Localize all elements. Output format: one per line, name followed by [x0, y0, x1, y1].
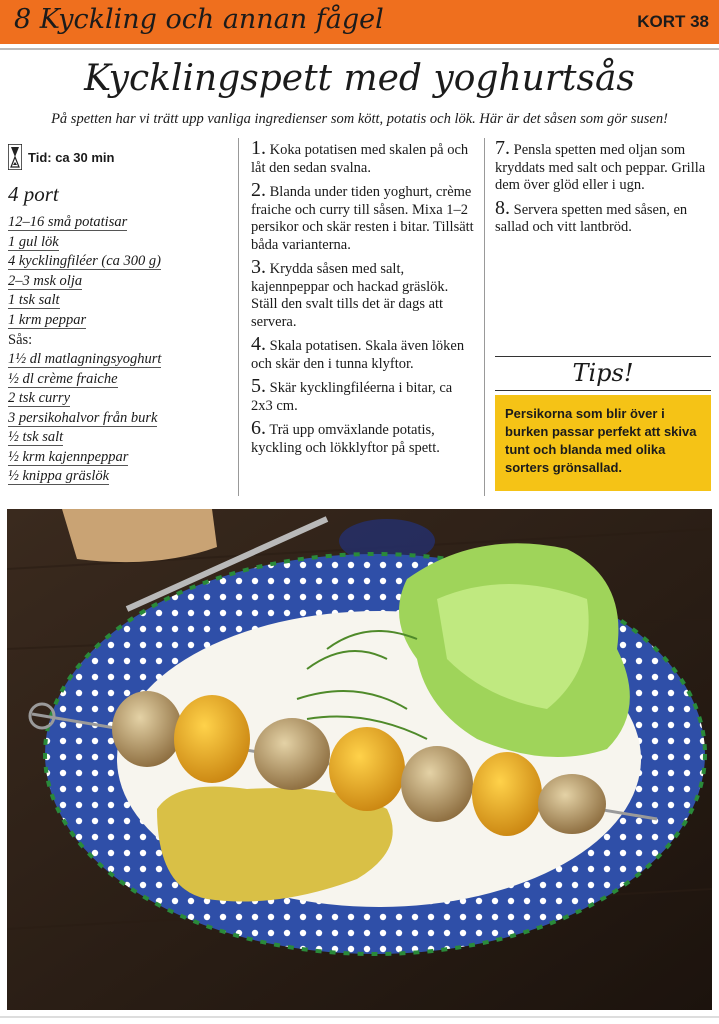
recipe-step	[495, 137, 715, 195]
ingredient-item	[8, 272, 230, 292]
servings: 4 port	[8, 182, 59, 206]
column-divider	[484, 138, 485, 496]
step-number: 1.	[251, 137, 266, 159]
ingredients-column	[8, 142, 230, 487]
step-text: Skär kycklingfiléerna i bitar, ca 2x3 cm.	[251, 380, 453, 414]
ingredient-item	[8, 370, 230, 390]
ingredient-item	[8, 448, 230, 468]
column-divider	[238, 138, 239, 496]
ingredient-text: 1 gul lök	[8, 233, 59, 250]
recipe-step	[251, 333, 476, 373]
step-number: 6.	[251, 417, 266, 439]
potato	[329, 727, 405, 811]
chicken-piece	[254, 718, 330, 790]
ingredient-item	[8, 311, 230, 331]
recipe-step	[251, 179, 476, 254]
chapter-header	[0, 0, 719, 44]
chapter-title: 8 Kyckling och annan fågel	[14, 4, 384, 35]
potato	[472, 752, 542, 836]
card-number: KORT 38	[637, 12, 709, 31]
recipe-intro: På spetten har vi trätt upp vanliga ingredienser som kött, potatis och lök. Här är det såsen som gör susen!	[51, 111, 668, 127]
steps-column-2	[495, 137, 715, 242]
footer-divider	[0, 1016, 719, 1018]
chicken-piece	[538, 774, 606, 834]
recipe-step	[251, 375, 476, 415]
step-text: Servera spetten med såsen, en sallad och vitt lantbröd.	[495, 201, 688, 235]
sauce-ingredient-list	[8, 350, 230, 487]
steps-column-1	[251, 137, 476, 462]
ingredient-item	[8, 213, 230, 233]
hourglass-icon	[8, 144, 22, 170]
tips-heading: Tips!	[495, 356, 711, 391]
step-text: Skala potatisen. Skala även löken och skär den i tunna klyftor.	[251, 338, 465, 372]
ingredient-text: 1 krm peppar	[8, 311, 87, 328]
step-text: Krydda såsen med salt, kajennpeppar och hackad gräslök. Ställ den svalt tills det är dags att servera.	[251, 261, 449, 330]
recipe-step	[251, 417, 476, 457]
step-number: 4.	[251, 333, 266, 355]
sauce-label: Sås:	[8, 332, 33, 348]
step-number: 8.	[495, 196, 510, 219]
step-text: Trä upp omväxlande potatis, kyckling och lökklyftor på spett.	[251, 422, 440, 456]
ingredient-text: 4 kycklingfiléer (ca 300 g)	[8, 253, 161, 269]
ingredient-text: 1 tsk salt	[8, 292, 60, 308]
ingredient-text: ½ knippa gräslök	[8, 468, 110, 484]
ingredient-item	[8, 389, 230, 409]
step-number: 5.	[251, 375, 266, 397]
header-divider	[0, 48, 719, 50]
ingredient-text: 2 tsk curry	[8, 390, 71, 406]
ingredient-text: ½ krm kajennpeppar	[8, 448, 129, 465]
step-number: 7.	[495, 137, 510, 159]
recipe-step	[495, 196, 715, 237]
ingredient-text: 12–16 små potatisar	[8, 214, 128, 230]
recipe-title: Kycklingspett med yoghurtsås	[84, 58, 635, 99]
recipe-step	[251, 256, 476, 331]
ingredient-text: 2–3 msk olja	[8, 272, 83, 289]
ingredient-item	[8, 233, 230, 253]
cooking-time: Tid: ca 30 min	[28, 149, 115, 165]
ingredient-item	[8, 428, 230, 448]
potato	[174, 695, 250, 783]
chicken-piece	[401, 746, 473, 822]
step-text: Blanda under tiden yoghurt, crème fraiche och curry till såsen. Mixa 1–2 persikor och skär resten i bitar. Tillsätt båda varianterna.	[251, 184, 474, 253]
chicken-piece	[112, 691, 182, 767]
ingredient-text: ½ dl crème fraiche	[8, 370, 118, 387]
ingredient-text: ½ tsk salt	[8, 429, 64, 445]
ingredient-list	[8, 213, 230, 330]
ingredient-text: 1½ dl matlagningsyoghurt	[8, 351, 162, 367]
ingredient-item	[8, 291, 230, 311]
recipe-step	[251, 137, 476, 177]
tips-box: Persikorna som blir över i burken passar perfekt att skiva tunt och blanda med olika sorters grönsallad.	[495, 395, 711, 491]
ingredient-item	[8, 252, 230, 272]
ingredient-item	[8, 467, 230, 487]
ingredient-item	[8, 409, 230, 429]
dish-photo	[7, 509, 712, 1010]
step-number: 3.	[251, 256, 266, 278]
ingredient-text: 3 persikohalvor från burk	[8, 409, 158, 426]
ingredient-item	[8, 350, 230, 370]
step-text: Pensla spetten med oljan som kryddats med salt och peppar. Grilla dem över glöd eller i ugn.	[495, 142, 706, 193]
step-text: Koka potatisen med skalen på och låt den sedan svalna.	[251, 142, 469, 176]
time-row	[8, 142, 230, 172]
step-number: 2.	[251, 179, 266, 201]
